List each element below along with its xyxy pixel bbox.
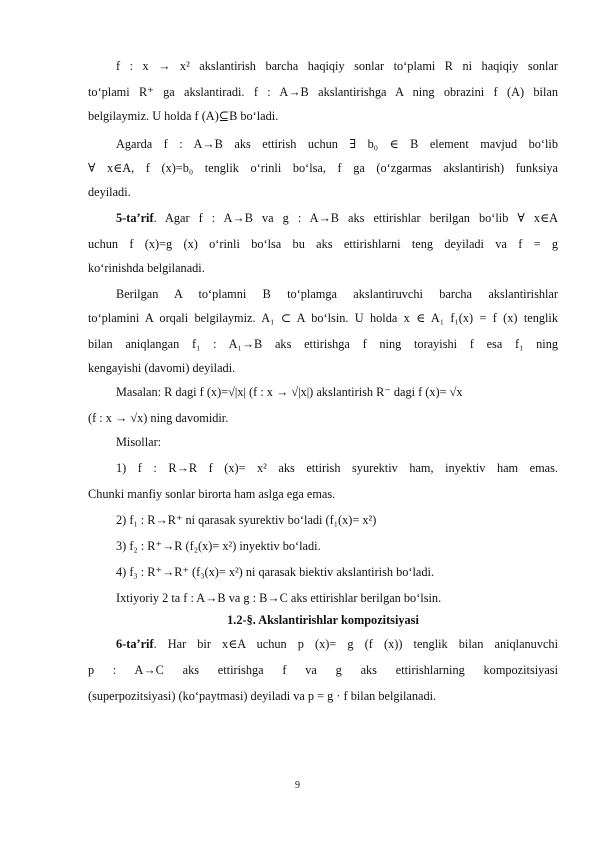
paragraph-line: to‘plami R⁺ ga akslantiradi. f : A→B akslantirishga A ning obrazini f (A) bilan [88, 85, 558, 99]
definition-line: 5-ta’rif. Agar f : A→B va g : A→B aks ettirishlar berilgan bo‘lib ∀ x∈A [116, 211, 558, 225]
paragraph-line: to‘plamini A orqali belgilaymiz. A₁ ⊂ A bo‘lsin. U holda x ∈ A₁ f₁(x) = f (x) tenglik [88, 311, 558, 325]
example-line: 1) f : R→R f (x)= x² aks ettirish syurektiv ham, inyektiv ham emas. [116, 461, 558, 475]
paragraph-line: Ixtiyoriy 2 ta f : A→B va g : B→C aks ettirishlar berilgan bo‘lsin. [116, 591, 442, 605]
paragraph-line: ko‘rinishda belgilanadi. [88, 261, 205, 275]
example-line: Chunki manfiy sonlar birorta ham aslga ega emas. [88, 487, 336, 501]
paragraph-line: Misollar: [116, 435, 162, 449]
example-line: 2) f₁ : R→R⁺ ni qarasak syurektiv bo‘ladi (f₁(x)= x²) [116, 513, 377, 527]
paragraph-line: Berilgan A to‘plamni B to‘plamga akslantiruvchi barcha akslantirishlar [116, 287, 558, 301]
paragraph-line: (superpozitsiyasi) (ko‘paytmasi) deyiladi va p = g · f bilan belgilanadi. [88, 689, 437, 703]
paragraph-line: deyiladi. [88, 185, 131, 199]
example-line: 3) f₂ : R⁺→R (f₂(x)= x²) inyektiv bo‘ladi. [116, 539, 321, 553]
paragraph-line: belgilaymiz. U holda f (A)⊆B bo‘ladi. [88, 109, 279, 123]
paragraph-line: Agarda f : A→B aks ettirish uchun ∃ b₀ ∈ B element mavjud bo‘lib [116, 137, 558, 151]
paragraph-line: ∀ x∈A, f (x)=b₀ tenglik o‘rinli bo‘lsa, f ga (o‘zgarmas akslantirish) funksiya [88, 161, 558, 175]
paragraph-line: bilan aniqlangan f₁ : A₁→B aks ettirishga f ning torayishi f esa f₁ ning [88, 337, 558, 351]
paragraph-line: Masalan: R dagi f (x)=√|x| (f : x → √|x|) akslantirish R⁻ dagi f (x)= √x [116, 385, 463, 399]
page-number: 9 [295, 780, 300, 791]
section-heading: 1.2-§. Akslantirishlar kompozitsiyasi [227, 613, 419, 627]
paragraph-line: p : A→C aks ettirishga f va g aks ettirishlarning kompozitsiyasi [88, 663, 558, 677]
definition-line: 6-ta’rif. Har bir x∈A uchun p (x)= g (f (x)) tenglik bilan aniqlanuvchi [116, 637, 558, 651]
paragraph-line: kengayishi (davomi) deyiladi. [88, 361, 236, 375]
paragraph-line: uchun f (x)=g (x) o‘rinli bo‘lsa bu aks ettirishlarni teng deyiladi va f = g [88, 237, 558, 251]
paragraph-line: (f : x → √x) ning davomidir. [88, 411, 229, 425]
paragraph-line: f : x → x² akslantirish barcha haqiqiy sonlar to‘plami R ni haqiqiy sonlar [116, 59, 558, 73]
example-line: 4) f₃ : R⁺→R⁺ (f₃(x)= x²) ni qarasak biektiv akslantirish bo‘ladi. [116, 565, 435, 579]
